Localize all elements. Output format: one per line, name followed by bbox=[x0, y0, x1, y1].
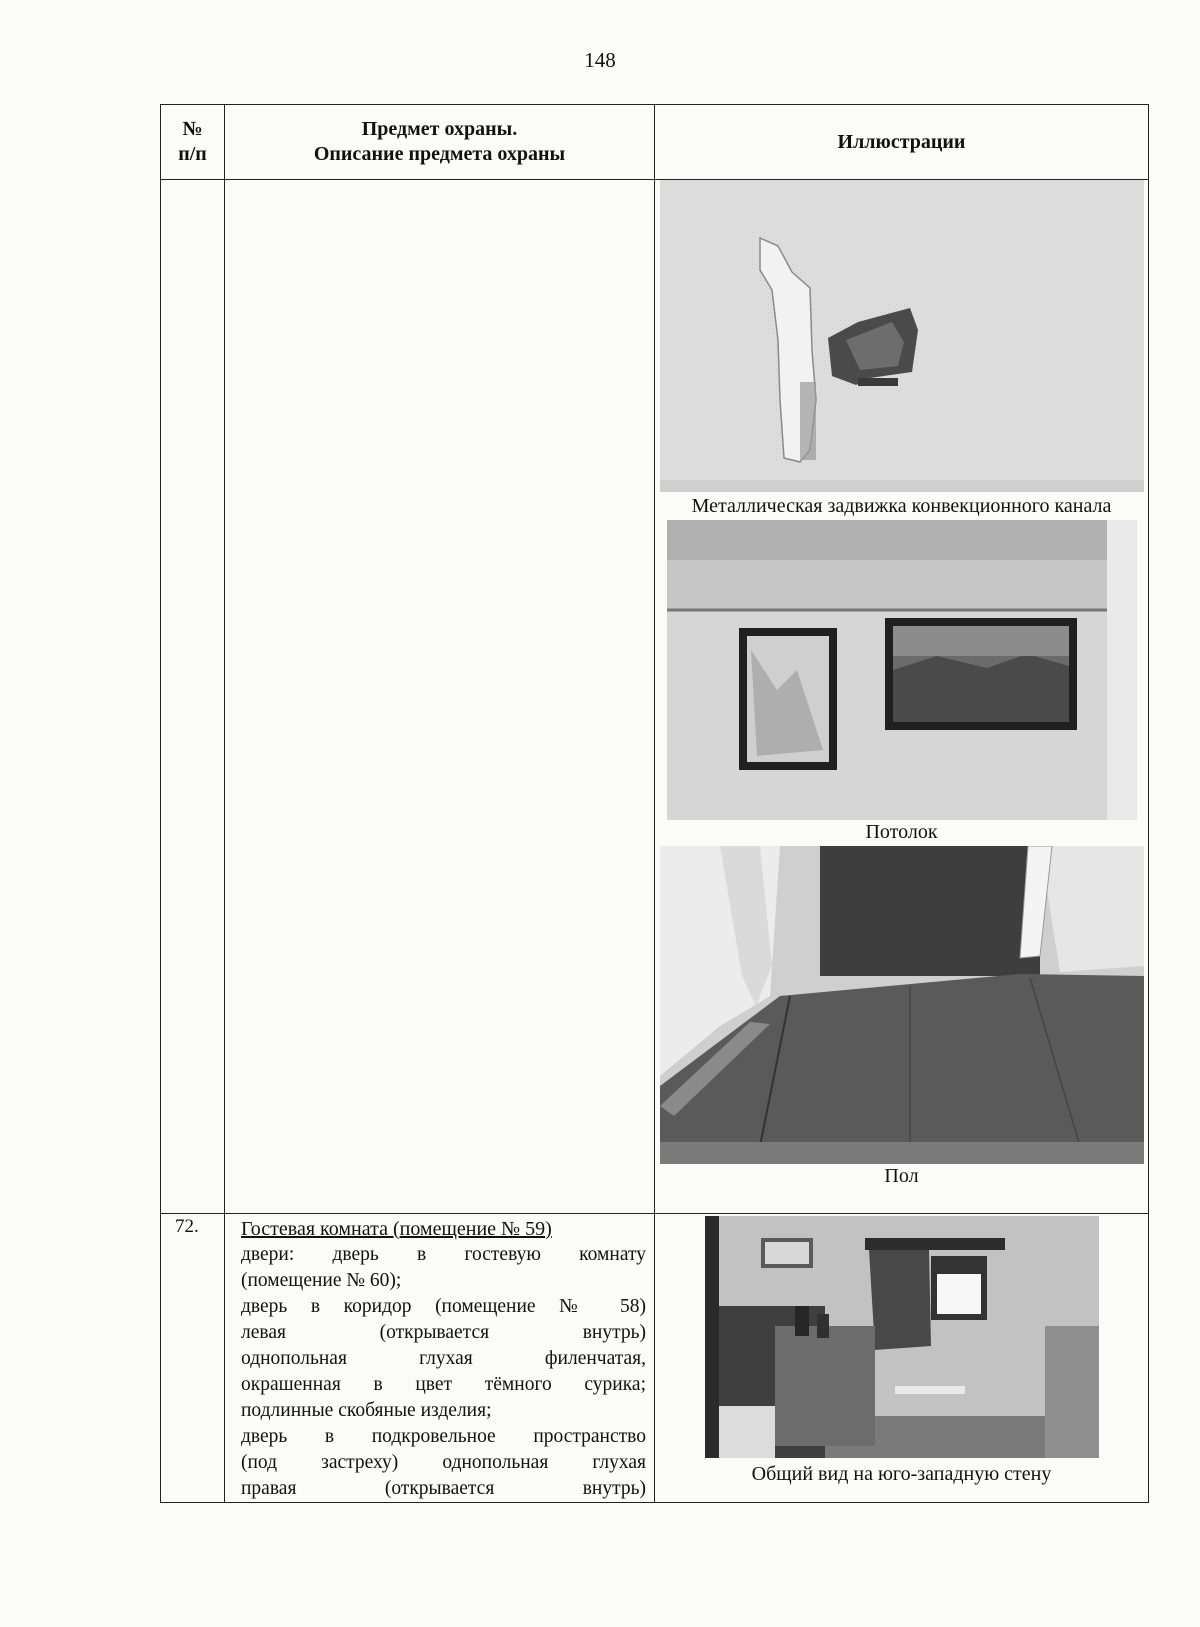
illustration-ceiling bbox=[657, 520, 1146, 844]
description-line: подлинные скобяные изделия; bbox=[241, 1400, 492, 1421]
row-illustrations-cell bbox=[655, 180, 1149, 1214]
page-number: 148 bbox=[584, 48, 616, 72]
description-line: (под застреху) однопольная глухая bbox=[241, 1452, 646, 1473]
header-description bbox=[225, 105, 655, 180]
row-description-cell bbox=[225, 1214, 655, 1503]
header-number-line1: № bbox=[182, 118, 203, 140]
header-description-line2: Описание предмета охраны bbox=[313, 143, 566, 165]
header-illustrations: Иллюстрации bbox=[655, 105, 1149, 180]
caption-damper: Металлическая задвижка конвекционного канала bbox=[691, 495, 1112, 517]
caption-ceiling: Потолок bbox=[865, 821, 938, 843]
protection-table bbox=[160, 104, 1149, 1503]
description-line: левая (открывается внутрь) bbox=[241, 1322, 646, 1343]
illustration-damper bbox=[657, 180, 1146, 518]
table-row bbox=[161, 180, 1149, 1214]
description-line: правая (открывается внутрь) bbox=[241, 1478, 646, 1499]
photo-floor bbox=[660, 846, 1144, 1164]
photo-southwest-wall bbox=[705, 1216, 1099, 1458]
row-illustrations-cell bbox=[655, 1214, 1149, 1503]
illustration-floor bbox=[657, 846, 1146, 1188]
description-line: дверь в коридор (помещение № 58) bbox=[241, 1296, 646, 1317]
header-description-line1: Предмет охраны. bbox=[361, 118, 518, 140]
row-description-cell bbox=[225, 180, 655, 1214]
header-number bbox=[161, 105, 225, 180]
description-line: окрашенная в цвет тёмного сурика; bbox=[241, 1374, 646, 1395]
table-row bbox=[161, 1214, 1149, 1503]
caption-southwest-wall: Общий вид на юго-западную стену bbox=[751, 1463, 1052, 1485]
description-line: (помещение № 60); bbox=[241, 1270, 402, 1291]
header-number-line2: п/п bbox=[178, 143, 207, 165]
table-header-row bbox=[161, 105, 1149, 180]
row-number-cell bbox=[161, 180, 225, 1214]
description-line: однопольная глухая филенчатая, bbox=[241, 1348, 646, 1369]
photo-damper bbox=[660, 180, 1144, 492]
room-description bbox=[241, 1242, 646, 1502]
illustration-southwest-wall bbox=[657, 1216, 1146, 1486]
caption-floor: Пол bbox=[884, 1165, 919, 1187]
room-title: Гостевая комната (помещение № 59) bbox=[241, 1218, 552, 1240]
description-line: двери: дверь в гостевую комнату bbox=[241, 1244, 646, 1265]
row-number-cell: 72. bbox=[161, 1214, 225, 1503]
description-line: дверь в подкровельное пространство bbox=[241, 1426, 646, 1447]
photo-ceiling bbox=[667, 520, 1137, 820]
